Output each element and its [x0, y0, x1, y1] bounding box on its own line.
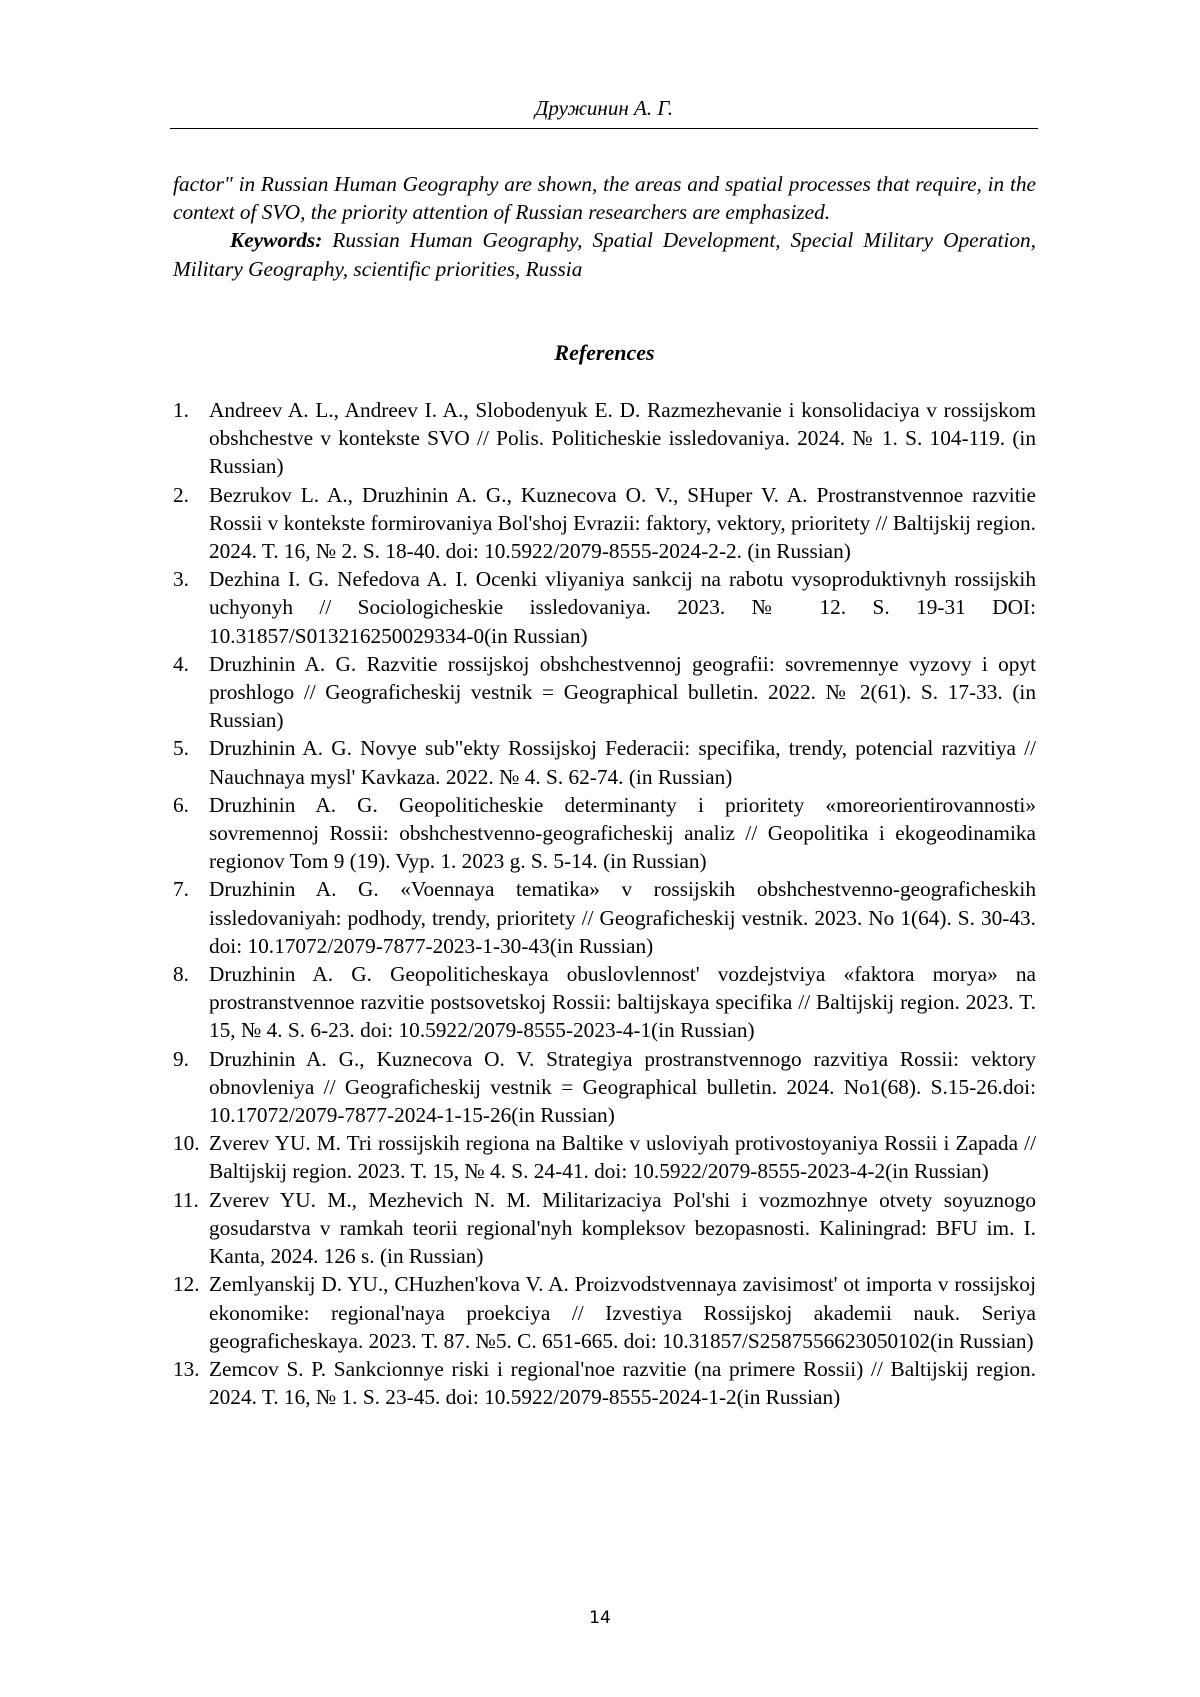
page-number: 14: [0, 1608, 1200, 1628]
reference-number: 11.: [173, 1186, 209, 1271]
abstract-continuation: [173, 170, 1036, 283]
keywords-label: Keywords:: [230, 228, 322, 252]
references-list: [173, 396, 1036, 1411]
reference-number: 12.: [173, 1270, 209, 1355]
reference-text: Andreev A. L., Andreev I. A., Slobodenyuk E. D. Razmezhevanie i konsolidaciya v rossijskom obshchestve v kontekste SVO // Polis. Politicheskie issledovaniya. 2024. № 1. S. 104-119. (in Russian): [209, 396, 1036, 481]
reference-number: 3.: [173, 565, 209, 650]
reference-number: 6.: [173, 791, 209, 876]
reference-text: Druzhinin A. G. «Voennaya tematika» v rossijskih obshchestvenno-geograficheskih issledovaniyah: podhody, trendy, prioritety // Geograficheskij vestnik. 2023. No 1(64). S. 30-43. doi: 10.17072/2079-7877-2023-1-30-43(in Russian): [209, 875, 1036, 960]
reference-text: Druzhinin A. G. Razvitie rossijskoj obshchestvennoj geografii: sovremennye vyzovy i opyt proshlogo // Geograficheskij vestnik = Geographical bulletin. 2022. № 2(61). S. 17-33. (in Russian): [209, 650, 1036, 735]
reference-number: 9.: [173, 1045, 209, 1130]
reference-item: [173, 481, 1036, 566]
reference-number: 5.: [173, 734, 209, 790]
reference-item: [173, 960, 1036, 1045]
reference-item: [173, 565, 1036, 650]
reference-text: Druzhinin A. G. Geopoliticheskaya obuslovlennost' vozdejstviya «faktora morya» na prostranstvennoe razvitie postsovetskoj Rossii: baltijskaya specifika // Baltijskij region. 2023. T. 15, № 4. S. 6-23. doi: 10.5922/2079-8555-2023-4-1(in Russian): [209, 960, 1036, 1045]
abstract-text: factor" in Russian Human Geography are shown, the areas and spatial processes that require, in the context of SVO, the priority attention of Russian researchers are emphasized.: [173, 170, 1036, 226]
references-title: References: [173, 340, 1036, 366]
reference-text: Zemlyanskij D. YU., CHuzhen'kova V. A. Proizvodstvennaya zavisimost' ot importa v rossijskoj ekonomike: regional'naya proekciya // Izvestiya Rossijskoj akademii nauk. Seriya geograficheskaya. 2023. T. 87. №5. C. 651-665. doi: 10.31857/S2587556623050102(in Russian): [209, 1270, 1036, 1355]
reference-number: 7.: [173, 875, 209, 960]
reference-item: [173, 1355, 1036, 1411]
reference-text: Druzhinin A. G. Novye sub"ekty Rossijskoj Federacii: specifika, trendy, potencial razvitiya // Nauchnaya mysl' Kavkaza. 2022. № 4. S. 62-74. (in Russian): [209, 734, 1036, 790]
reference-item: [173, 875, 1036, 960]
reference-item: [173, 1186, 1036, 1271]
reference-item: [173, 1129, 1036, 1185]
reference-text: Zverev YU. M. Tri rossijskih regiona na Baltike v usloviyah protivostoyaniya Rossii i Zapada // Baltijskij region. 2023. T. 15, № 4. S. 24-41. doi: 10.5922/2079-8555-2023-4-2(in Russian): [209, 1129, 1036, 1185]
reference-item: [173, 650, 1036, 735]
reference-text: Zverev YU. M., Mezhevich N. M. Militarizaciya Pol'shi i vozmozhnye otvety soyuznogo gosudarstva v ramkah teorii regional'nyh kompleksov bezopasnosti. Kaliningrad: BFU im. I. Kanta, 2024. 126 s. (in Russian): [209, 1186, 1036, 1271]
reference-text: Druzhinin A. G., Kuznecova O. V. Strategiya prostranstvennogo razvitiya Rossii: vektory obnovleniya // Geograficheskij vestnik = Geographical bulletin. 2024. No1(68). S.15-26.doi: 10.17072/2079-7877-2024-1-15-26(in Russian): [209, 1045, 1036, 1130]
keywords-text: Russian Human Geography, Spatial Development, Special Military Operation, Military Geography, scientific priorities, Russia: [173, 228, 1036, 280]
reference-number: 8.: [173, 960, 209, 1045]
reference-number: 1.: [173, 396, 209, 481]
reference-item: [173, 396, 1036, 481]
running-header: Дружинин А. Г.: [170, 96, 1038, 129]
reference-text: Bezrukov L. A., Druzhinin A. G., Kuznecova O. V., SHuper V. A. Prostranstvennoe razvitie Rossii v kontekste formirovaniya Bol'shoj Evrazii: faktory, vektory, prioritety // Baltijskij region. 2024. T. 16, № 2. S. 18-40. doi: 10.5922/2079-8555-2024-2-2. (in Russian): [209, 481, 1036, 566]
reference-text: Druzhinin A. G. Geopoliticheskie determinanty i prioritety «moreorientirovannosti» sovremennoj Rossii: obshchestvenno-geograficheskij analiz // Geopolitika i ekogeodinamika regionov Tom 9 (19). Vyp. 1. 2023 g. S. 5-14. (in Russian): [209, 791, 1036, 876]
reference-item: [173, 734, 1036, 790]
reference-number: 2.: [173, 481, 209, 566]
reference-text: Dezhina I. G. Nefedova A. I. Ocenki vliyaniya sankcij na rabotu vysoproduktivnyh rossijskih uchyonyh // Sociologicheskie issledovaniya. 2023. № 12. S. 19-31 DOI: 10.31857/S013216250029334-0(in Russian): [209, 565, 1036, 650]
reference-item: [173, 1270, 1036, 1355]
reference-number: 13.: [173, 1355, 209, 1411]
reference-number: 10.: [173, 1129, 209, 1185]
keywords-paragraph: [173, 226, 1036, 282]
reference-text: Zemcov S. P. Sankcionnye riski i regional'noe razvitie (na primere Rossii) // Baltijskij region. 2024. T. 16, № 1. S. 23-45. doi: 10.5922/2079-8555-2024-1-2(in Russian): [209, 1355, 1036, 1411]
reference-item: [173, 791, 1036, 876]
reference-item: [173, 1045, 1036, 1130]
reference-number: 4.: [173, 650, 209, 735]
